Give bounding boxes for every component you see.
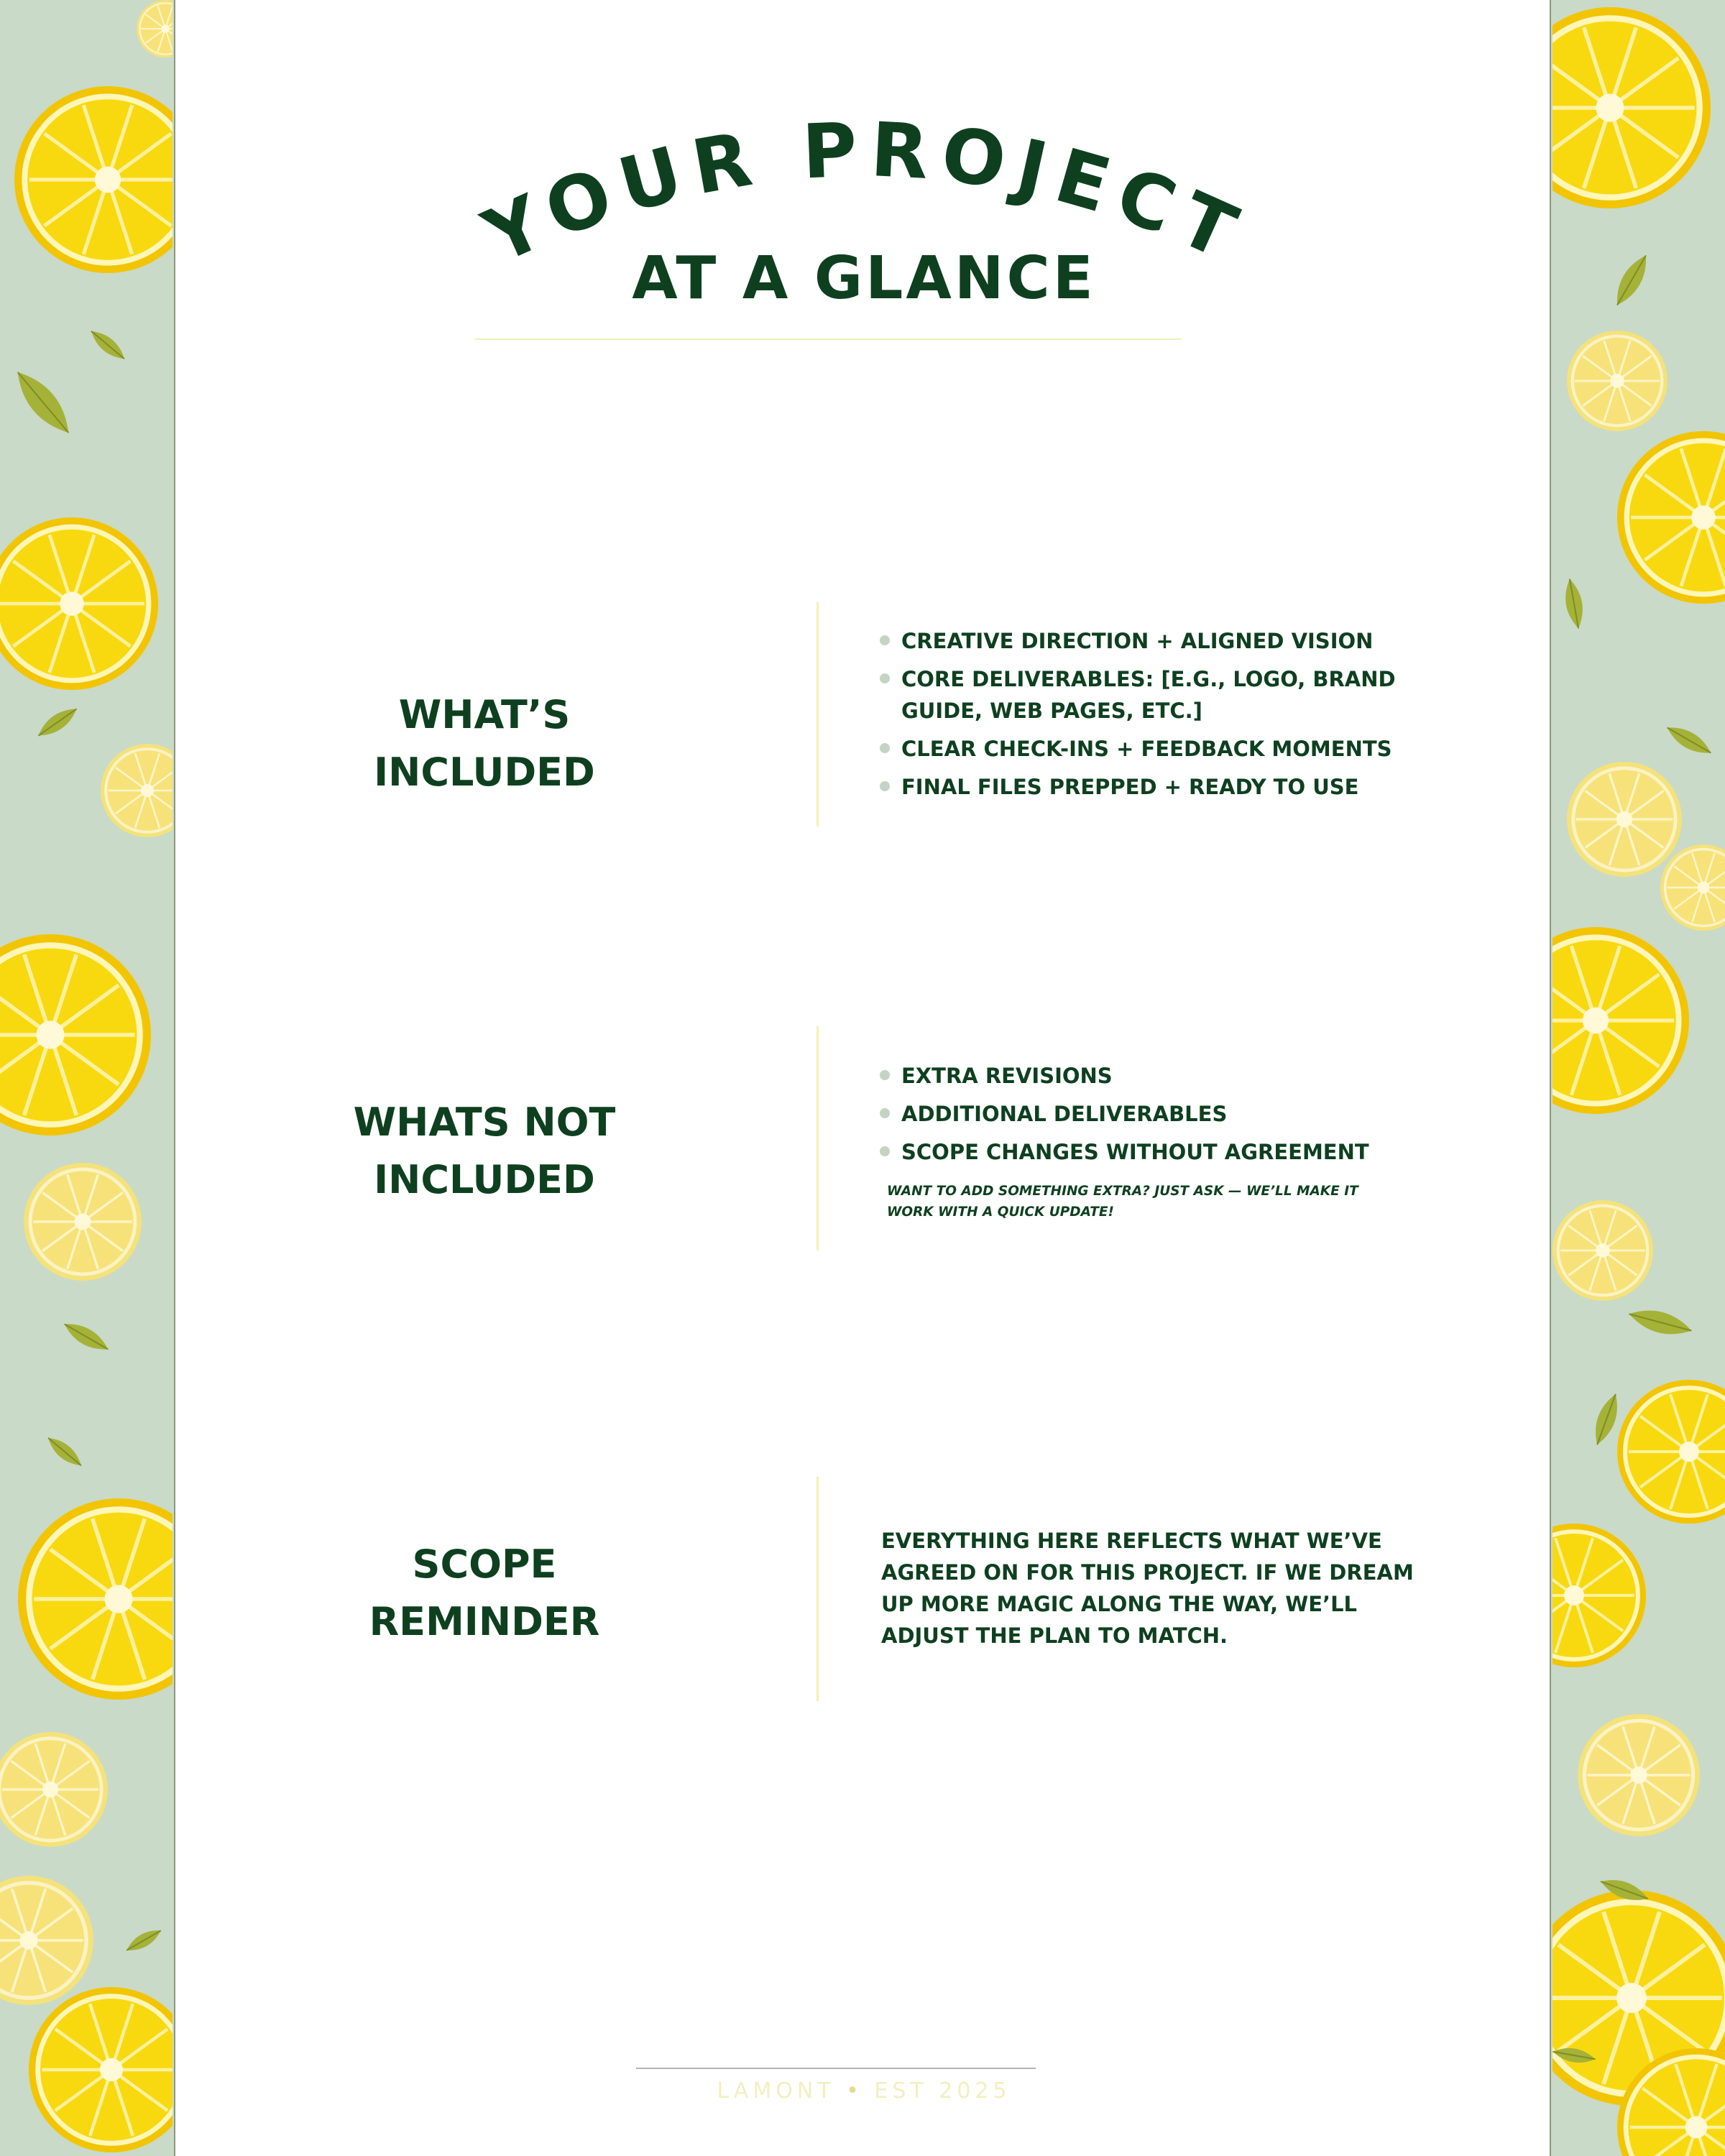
lemon-slice-icon bbox=[1552, 1200, 1653, 1301]
lemon-slice-icon bbox=[24, 1163, 142, 1281]
list-item: CREATIVE DIRECTION + ALIGNED VISION bbox=[880, 625, 1412, 657]
lemon-border-right bbox=[1552, 0, 1725, 2156]
lemon-pattern-left bbox=[0, 0, 172, 2156]
lemon-slice-icon bbox=[1567, 331, 1668, 431]
lemon-slice-icon bbox=[18, 1498, 172, 1700]
included-list bbox=[880, 625, 1412, 809]
section-divider bbox=[816, 1026, 819, 1250]
page-title: YOUR PROJECT bbox=[472, 108, 1259, 281]
bullet-icon bbox=[880, 743, 890, 753]
lemon-slice-icon bbox=[137, 0, 172, 57]
document-page bbox=[174, 0, 1551, 2156]
leaf-icon bbox=[44, 1432, 86, 1470]
list-item: FINAL FILES PREPPED + READY TO USE bbox=[880, 771, 1412, 803]
bullet-icon bbox=[880, 1146, 890, 1156]
lemon-slice-icon bbox=[1552, 1524, 1646, 1667]
section-heading-not-included bbox=[283, 1094, 686, 1209]
bullet-icon bbox=[880, 781, 890, 791]
list-item: ADDITIONAL DELIVERABLES bbox=[880, 1098, 1412, 1130]
heading-line: SCOPE bbox=[412, 1542, 557, 1587]
heading-line: INCLUDED bbox=[374, 750, 595, 795]
lemon-slice-icon bbox=[1552, 7, 1711, 208]
page-subtitle: AT A GLANCE bbox=[632, 244, 1096, 313]
leaf-icon bbox=[1609, 251, 1654, 310]
lemon-slice-icon bbox=[14, 86, 172, 273]
leaf-icon bbox=[1663, 721, 1715, 760]
leaf-icon bbox=[1562, 578, 1586, 630]
lemon-slice-icon bbox=[0, 1732, 108, 1847]
footer-brand-name: LAMONT bbox=[717, 2078, 835, 2104]
lemon-slice-icon bbox=[1567, 762, 1682, 877]
lemon-slice-icon bbox=[1617, 1380, 1725, 1524]
bullet-icon bbox=[880, 1070, 890, 1080]
leaf-icon bbox=[60, 1317, 112, 1356]
section-heading-scope-reminder bbox=[283, 1536, 686, 1651]
bullet-icon bbox=[880, 673, 890, 683]
lemon-slice-icon bbox=[0, 934, 151, 1135]
lemon-slice-icon bbox=[101, 744, 172, 837]
leaf-icon bbox=[87, 326, 129, 364]
list-item: EXTRA REVISIONS bbox=[880, 1060, 1412, 1092]
lemon-slice-icon bbox=[0, 517, 158, 690]
footer-divider bbox=[636, 2068, 1036, 2069]
add-extra-note: WANT TO ADD SOMETHING EXTRA? JUST ASK — WE’LL MAKE IT WORK WITH A QUICK UPDATE! bbox=[887, 1184, 1358, 1220]
lemon-pattern-right bbox=[1552, 0, 1725, 2156]
lemon-slice-icon bbox=[29, 1987, 172, 2152]
leaf-icon bbox=[8, 364, 78, 441]
section-heading-included bbox=[283, 686, 686, 801]
lemon-slice-icon bbox=[1660, 844, 1725, 931]
lemon-border-left bbox=[0, 0, 172, 2156]
heading-line: INCLUDED bbox=[374, 1157, 595, 1202]
lemon-slice-icon bbox=[1578, 1714, 1700, 1836]
scope-reminder-text: EVERYTHING HERE REFLECTS WHAT WE’VE AGREED ON FOR THIS PROJECT. IF WE DREAM UP MORE MAGIC ALONG THE WAY, WE’LL ADJUST THE PLAN TO MATCH. bbox=[881, 1529, 1414, 1648]
footer-separator: • bbox=[846, 2078, 863, 2104]
list-item: SCOPE CHANGES WITHOUT AGREEMENT bbox=[880, 1136, 1412, 1168]
lemon-slice-icon bbox=[0, 1876, 93, 2005]
leaf-icon bbox=[124, 1925, 164, 1956]
section-divider bbox=[816, 602, 819, 826]
footer-est: EST 2025 bbox=[874, 2078, 1011, 2104]
bullet-icon bbox=[880, 635, 890, 645]
heading-line: WHAT’S bbox=[398, 692, 571, 737]
lemon-slice-icon bbox=[1617, 431, 1725, 604]
heading-line: WHATS NOT bbox=[353, 1100, 616, 1145]
list-item: CORE DELIVERABLES: [E.G., LOGO, BRAND GUIDE, WEB PAGES, ETC.] bbox=[880, 663, 1412, 727]
title-divider bbox=[475, 338, 1181, 340]
leaf-icon bbox=[1627, 1304, 1694, 1340]
bullet-icon bbox=[880, 1108, 890, 1118]
lemon-slice-icon bbox=[1552, 927, 1689, 1114]
list-item: CLEAR CHECK-INS + FEEDBACK MOMENTS bbox=[880, 733, 1412, 765]
footer-brand bbox=[175, 2078, 1552, 2104]
heading-line: REMINDER bbox=[369, 1599, 600, 1644]
not-included-list bbox=[880, 1060, 1412, 1174]
leaf-icon bbox=[34, 703, 80, 742]
section-divider bbox=[816, 1477, 819, 1701]
